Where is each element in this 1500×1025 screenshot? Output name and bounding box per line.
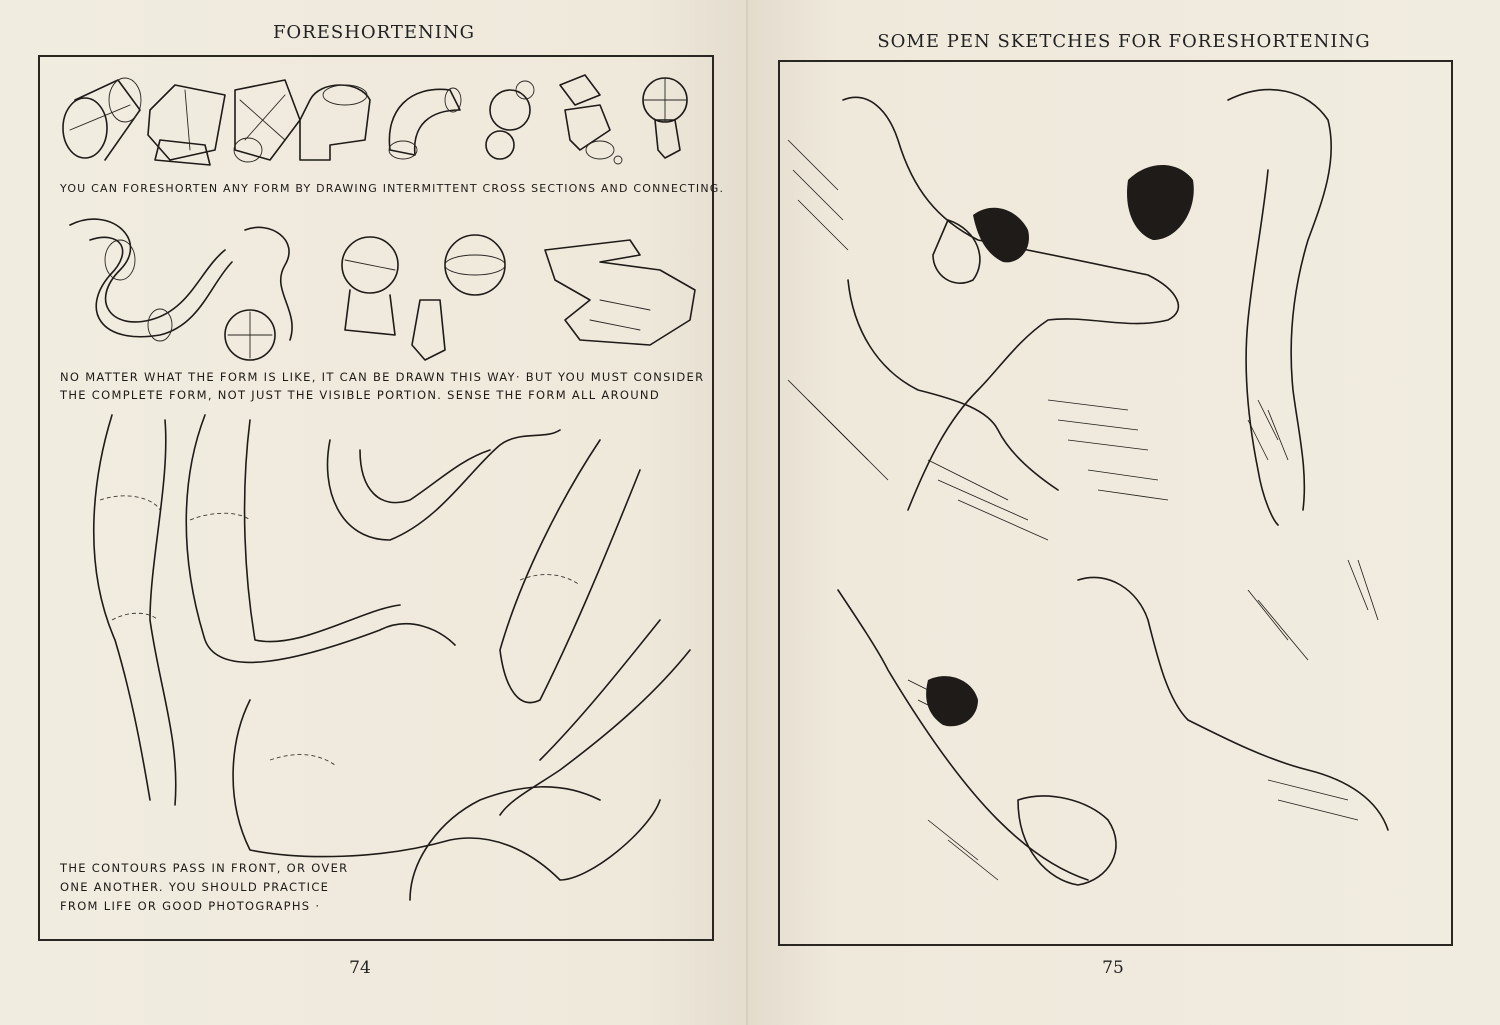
bulb-sketch bbox=[643, 78, 687, 158]
arm-sketch-2 bbox=[500, 440, 640, 703]
flask-sketch bbox=[234, 80, 300, 162]
reclining-figure-sketch bbox=[788, 97, 1178, 540]
lying-figure-sketch bbox=[838, 560, 1388, 885]
boot-form-sketch bbox=[300, 85, 370, 160]
lantern-sketch bbox=[560, 75, 622, 164]
snake-tube-sketch bbox=[70, 219, 232, 341]
right-page bbox=[748, 0, 1500, 1025]
caption-form-line-2: THE COMPLETE FORM, NOT JUST THE VISIBLE PORTION. SENSE THE FORM ALL AROUND bbox=[60, 388, 660, 402]
left-running-head: FORESHORTENING bbox=[272, 22, 476, 43]
sphere-head-sketch bbox=[412, 235, 505, 360]
right-page-number: 75 bbox=[1102, 958, 1124, 978]
curved-tube-sketch bbox=[389, 88, 461, 159]
hand-sketch bbox=[545, 240, 695, 345]
caption-contours-line-1: THE CONTOURS PASS IN FRONT, OR OVER bbox=[60, 861, 349, 875]
left-page-number: 74 bbox=[349, 958, 371, 978]
arm-sketch-1 bbox=[328, 430, 561, 540]
block-form-sketch bbox=[148, 85, 225, 165]
right-pen-sketches bbox=[748, 0, 1500, 1025]
left-page bbox=[0, 0, 748, 1025]
head-sketch bbox=[342, 237, 398, 335]
caption-contours-line-2: ONE ANOTHER. YOU SHOULD PRACTICE bbox=[60, 880, 330, 894]
right-running-head: SOME PEN SKETCHES FOR FORESHORTENING bbox=[877, 31, 1371, 52]
bending-figure-sketch bbox=[1127, 90, 1331, 525]
leg-sketch-2 bbox=[186, 415, 455, 662]
caption-form-line-1: NO MATTER WHAT THE FORM IS LIKE, IT CAN BE DRAWN THIS WAY· BUT YOU MUST CONSIDER bbox=[60, 370, 705, 384]
caption-contours-line-3: FROM LIFE OR GOOD PHOTOGRAPHS · bbox=[60, 899, 321, 913]
coil-sketch bbox=[486, 81, 534, 159]
spiral-form-sketch bbox=[225, 227, 292, 360]
leg-sketch-4 bbox=[500, 620, 690, 815]
cylinder-sketch bbox=[63, 78, 141, 160]
caption-cross-sections: YOU CAN FORESHORTEN ANY FORM BY DRAWING INTERMITTENT CROSS SECTIONS AND CONNECTING. bbox=[60, 182, 725, 195]
leg-sketch-1 bbox=[94, 415, 176, 805]
